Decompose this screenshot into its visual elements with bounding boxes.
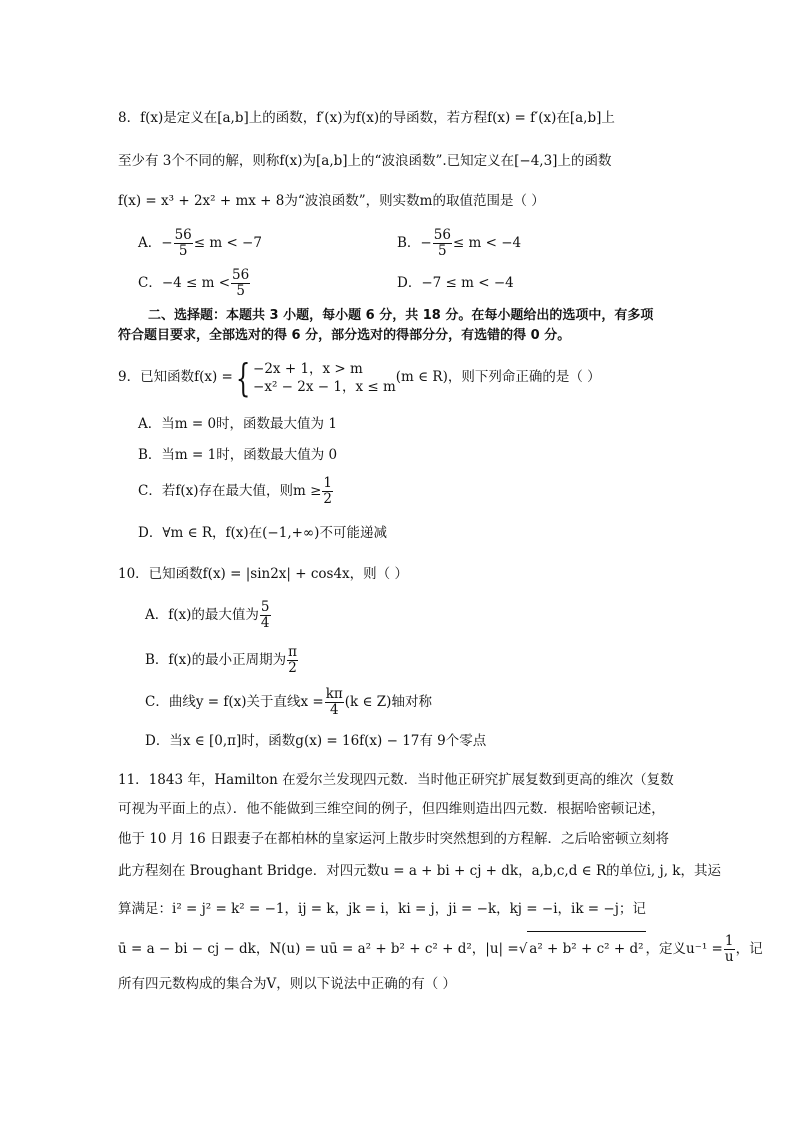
q10-option-b: [145, 643, 299, 677]
q9-stem-post: (m ∈ R)，则下列命正确的是（ ）: [395, 369, 601, 385]
q8-option-c-fraction: [231, 268, 250, 299]
q9-option-c-num: 1: [323, 475, 332, 491]
q11-line6-mid: ，定义u⁻¹ =: [645, 941, 723, 957]
q8-option-b-den: 5: [438, 243, 447, 259]
q8-option-c-num: 56: [232, 267, 250, 283]
q9-option-c: [138, 474, 334, 508]
q9-stem-pre: 9．已知函数f(x) =: [118, 369, 233, 385]
q10-option-a-fraction: [260, 600, 271, 631]
q11-line6-fraction: [724, 934, 735, 965]
q10-option-c-fraction: [325, 687, 344, 718]
q10-option-c-num: kπ: [325, 686, 343, 702]
sqrt-icon: √: [518, 941, 528, 957]
q8-option-b-fraction: [433, 228, 452, 259]
q9-option-a: A．当m = 0时，函数最大值为 1: [138, 416, 337, 432]
q9-option-b: B．当m = 1时，函数最大值为 0: [138, 447, 338, 463]
q8-option-c-label: C．−4 ≤ m <: [138, 275, 231, 291]
q11-line6-post: ，记: [735, 941, 763, 957]
q10-option-a: [145, 598, 272, 632]
q10-option-c-pre: C．曲线y = f(x)关于直线x =: [145, 694, 324, 710]
section2-line2: 符合题目要求，全部选对的得 6 分，部分选对的得部分分，有选错的得 0 分。: [118, 328, 571, 343]
q8-option-c-den: 5: [236, 283, 245, 299]
q10-option-a-pre: A．f(x)的最大值为: [145, 607, 259, 623]
q8-option-a-num: 56: [174, 227, 192, 243]
q11-line1: 11．1843 年，Hamilton 在爱尔兰发现四元数．当时他正研究扩展复数到更高的维次（复数: [118, 772, 674, 788]
q8-option-a-fraction: [174, 228, 193, 259]
q8-line1: 8．f(x)是定义在[a,b]上的函数，f′(x)为f(x)的导函数，若方程f(x) = f′(x)在[a,b]上: [118, 110, 615, 126]
q9-option-c-den: 2: [323, 491, 332, 507]
q8-option-a-den: 5: [178, 243, 188, 259]
q10-option-b-pre: B．f(x)的最小正周期为: [145, 652, 287, 668]
q9-option-c-pre: C．若f(x)存在最大值，则m ≥: [138, 483, 322, 499]
q8-option-a: [138, 226, 262, 260]
q8-line3: f(x) = x³ + 2x² + mx + 8为“波浪函数”，则实数m的取值范围是（ ）: [118, 193, 545, 209]
q8-option-c: [138, 266, 251, 300]
q8-option-d: D．−7 ≤ m < −4: [397, 275, 514, 291]
q10-stem: 10．已知函数f(x) = |sin2x| + cos4x，则（ ）: [118, 566, 408, 582]
q8-option-b-tail: ≤ m < −4: [452, 235, 522, 251]
q11-line6: [118, 931, 763, 966]
q11-line4: 此方程刻在 Broughant Bridge．对四元数u = a + bi + cj + dk，a,b,c,d ∈ R的单位i, j, k，其运: [118, 863, 721, 879]
q9-option-c-fraction: [322, 476, 333, 507]
q9-stem: [118, 355, 601, 400]
q11-line6-den: u: [724, 949, 734, 965]
q9-case-2: −x² − 2x − 1，x ≤ m: [253, 378, 396, 395]
q8-line2: 至少有 3个不同的解，则称f(x)为[a,b]上的“波浪函数”.已知定义在[−4,3]上的函数: [118, 153, 612, 169]
q8-option-b-label: B．−: [397, 235, 432, 251]
q10-option-a-den: 4: [260, 615, 270, 631]
q10-option-d: D．当x ∈ [0,π]时，函数g(x) = 16f(x) − 17有 9个零点: [145, 733, 487, 749]
q10-option-a-num: 5: [260, 599, 270, 615]
q10-option-c: [145, 685, 432, 719]
q9-cases: [253, 360, 396, 396]
q9-option-d: D．∀m ∈ R，f(x)在(−1,+∞)不可能递减: [138, 525, 387, 541]
q8-option-b: [397, 226, 521, 260]
q8-option-a-label: A．−: [138, 235, 173, 251]
q11-line6-num: 1: [724, 933, 734, 949]
q10-option-b-den: 2: [288, 660, 297, 676]
q10-option-b-fraction: [287, 645, 298, 676]
q11-line7: 所有四元数构成的集合为V，则以下说法中正确的有（ ）: [118, 976, 457, 992]
q11-line5: 算满足：i² = j² = k² = −1，ij = k，jk = i，ki = j，ji = −k，kj = −i，ik = −j；记: [118, 901, 646, 917]
q8-option-b-num: 56: [433, 227, 451, 243]
q11-line2: 可视为平面上的点）．他不能做到三维空间的例子，但四维则造出四元数．根据哈密顿记述，: [118, 801, 665, 817]
q9-brace-icon: {: [235, 355, 251, 400]
q11-line6-pre: ū = a − bi − cj − dk，N(u) = uū = a² + b² + c² + d²，|u| =: [118, 941, 519, 957]
section2-line1: 二、选择题：本题共 3 小题，每小题 6 分，共 18 分。在每小题给出的选项中，有多项: [148, 308, 654, 323]
q11-line6-sqrt: a² + b² + c² + d²: [527, 931, 645, 966]
q8-option-a-tail: ≤ m < −7: [193, 235, 262, 251]
q10-option-c-den: 4: [329, 702, 339, 718]
q9-case-1: −2x + 1，x > m: [253, 360, 363, 377]
q11-line3: 他于 10 月 16 日跟妻子在都柏林的皇家运河上散步时突然想到的方程解．之后哈密顿立刻将: [118, 831, 670, 847]
q10-option-b-num: π: [288, 644, 297, 660]
q10-option-c-post: (k ∈ Z)轴对称: [344, 694, 432, 710]
